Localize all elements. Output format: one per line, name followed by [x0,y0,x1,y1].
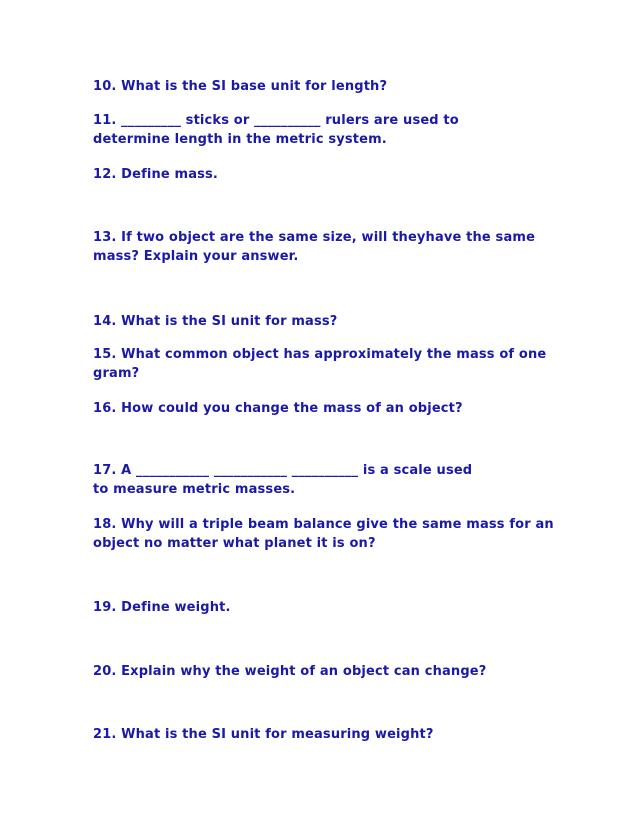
question-11 [93,111,563,149]
question-20-line-1: 20. Explain why the weight of an object can change? [93,664,487,679]
question-16 [93,399,563,418]
question-14 [93,312,563,331]
question-17 [93,461,563,499]
question-10-line-1: 10. What is the SI base unit for length? [93,79,388,94]
question-11-line-1: 11. _________ sticks or __________ rulers are used to [93,113,459,128]
question-10 [93,77,563,96]
question-11-line-2: determine length in the metric system. [93,132,387,147]
question-12-line-1: 12. Define mass. [93,167,219,182]
question-15-line-1: 15. What common object has approximately the mass of one [93,347,547,362]
question-13 [93,228,563,266]
question-19 [93,598,563,617]
question-15-line-2: gram? [93,366,140,381]
question-18 [93,515,563,553]
question-13-line-1: 13. If two object are the same size, will theyhave the same [93,230,536,245]
question-12 [93,165,563,184]
question-21-line-1: 21. What is the SI unit for measuring weight? [93,727,434,742]
question-18-line-1: 18. Why will a triple beam balance give the same mass for an [93,517,554,532]
question-13-line-2: mass? Explain your answer. [93,249,299,264]
question-19-line-1: 19. Define weight. [93,600,231,615]
question-17-line-2: to measure metric masses. [93,482,296,497]
question-16-line-1: 16. How could you change the mass of an object? [93,401,463,416]
question-21 [93,725,563,744]
question-14-line-1: 14. What is the SI unit for mass? [93,314,338,329]
question-18-line-2: object no matter what planet it is on? [93,536,376,551]
question-17-line-1: 17. A ___________ ___________ __________ is a scale used [93,463,473,478]
question-15 [93,345,563,383]
question-20 [93,662,563,681]
